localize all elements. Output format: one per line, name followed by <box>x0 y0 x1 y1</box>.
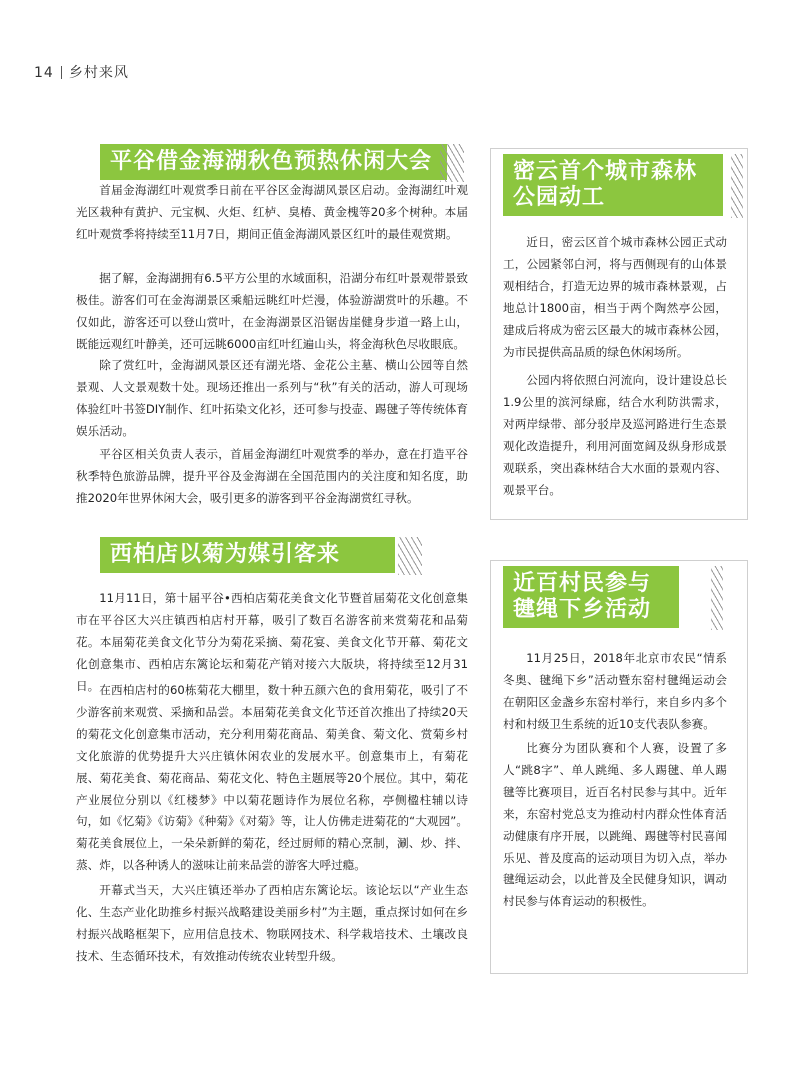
paragraph: 11月25日，2018年北京市农民“情系冬奥、毽绳下乡”活动暨东窑村毽绳运动会在朝阳区金盏乡东窑村举行，来自乡内多个村和村级卫生系统的近10支代表队参赛。 <box>503 651 727 731</box>
paragraph: 11月11日，第十届平谷•西柏店菊花美食文化节暨首届菊花文化创意集市在平谷区大兴庄镇西柏店村开幕，吸引了数百名游客前来赏菊花和品菊花。本届菊花美食文化节分为菊花采摘、菊花宴、美食文化节开幕、菊花文化创意集市、西柏店东篱论坛和菊花产销对接六大版块，将持续至12月31日。 <box>76 591 468 693</box>
article-title-text: 西柏店以菊为媒引客来 <box>100 537 395 573</box>
paragraph: 在西柏店村的60栋菊花大棚里，数十种五颜六色的食用菊花，吸引了不少游客前来观赏、采摘和品尝。本届菊花美食文化节还首次推出了持续20天的菊花文化创意集市活动，充分利用菊花商品、菊美食、菊文化、赏菊乡村文化旅游的优势提升大兴庄镇休闲农业的发展水平。创意集市上，有菊花展、菊花美食、菊花商品、菊花文化、特色主题展等20个展位。其中，菊花产业展位分别以《红楼梦》中以菊花题诗作为展位名称，亭侧楹柱辅以诗句，如《忆菊》《访菊》《种菊》《对菊》等，让人仿佛走进菊花的“大观园”。菊花美食展位上，一朵朵新鲜的菊花，经过厨师的精心烹制，涮、炒、拌、蒸、炸，以各种诱人的滋味让前来品尝的游客大呼过瘾。 <box>76 683 468 873</box>
paragraph: 除了赏红叶，金海湖风景区还有湖光塔、金花公主墓、横山公园等自然景观、人文景观数十处。现场还推出一系列与“秋”有关的活动，游人可现场体验红叶书签DIY制作、红叶拓染文化衫，还可参与投壶、踢毽子等传统体育娱乐活动。 <box>76 358 468 438</box>
title-hatch-decoration <box>398 537 422 575</box>
header-divider <box>61 66 62 79</box>
paragraph: 比赛分为团队赛和个人赛，设置了多人“跳8字”、单人跳绳、多人踢毽、单人踢毽等比赛项目，近百名村民参与其中。近年来，东窑村党总支为推动村内群众性体育活动健康有序开展，以跳绳、踢毽等村民喜闻乐见、普及度高的运动项目为切入点，举办毽绳运动会，以此普及全民健身知识，调动村民参与体育运动的积极性。 <box>503 741 727 909</box>
article-title-text: 平谷借金海湖秋色预热休闲大会 <box>100 144 447 180</box>
title-hatch-decoration <box>711 566 723 630</box>
article-title-text: 近百村民参与毽绳下乡活动 <box>503 566 679 628</box>
article-title-text: 密云首个城市森林公园动工 <box>503 154 723 216</box>
title-hatch-decoration <box>731 154 743 218</box>
running-header <box>34 62 129 82</box>
paragraph: 公园内将依照白河流向，设计建设总长1.9公里的滨河绿廊，结合水利防洪需求，对两岸绿带、部分驳岸及巡河路进行生态景观化改造提升，利用河面宽阔及纵身形成景观联系，突出森林结合大水面的景观内容、观景平台。 <box>503 373 727 497</box>
paragraph: 平谷区相关负责人表示，首届金海湖红叶观赏季的举办，意在打造平谷秋季特色旅游品牌，提升平谷及金海湖在全国范围内的关注度和知名度，助推2020年世界休闲大会，吸引更多的游客到平谷金海湖赏红寻秋。 <box>76 447 468 505</box>
title-hatch-decoration <box>440 144 464 182</box>
paragraph: 开幕式当天，大兴庄镇还举办了西柏店东篱论坛。该论坛以“产业生态化、生态产业化助推乡村振兴战略建设美丽乡村”为主题，重点探讨如何在乡村振兴战略框架下，应用信息技术、物联网技术、科学栽培技术、土壤改良技术、生态循环技术，有效推动传统农业转型升级。 <box>76 883 468 963</box>
section-name: 乡村来风 <box>68 65 129 81</box>
paragraph: 首届金海湖红叶观赏季日前在平谷区金海湖风景区启动。金海湖红叶观光区栽种有黄护、元宝枫、火炬、红栌、臭椿、黄金槐等20多个树种。本届红叶观赏季将持续至11月7日，期间正值金海湖风景区红叶的最佳观赏期。 <box>76 183 468 241</box>
paragraph: 据了解，金海湖拥有6.5平方公里的水域面积，沿湖分布红叶景观带景致极佳。游客们可在金海湖景区乘船远眺红叶烂漫，体验游湖赏叶的乐趣。不仅如此，游客还可以登山赏叶，在金海湖景区沿锯齿崖健身步道一路上山，既能远观红叶静美，还可远眺6000亩红叶红遍山头，将金海秋色尽收眼底。 <box>76 271 468 351</box>
paragraph: 近日，密云区首个城市森林公园正式动工，公园紧邻白河，将与西侧现有的山体景观相结合，打造无边界的城市森林景观，占地总计1800亩，相当于两个陶然亭公园，建成后将成为密云区最大的城市森林公园，为市民提供高品质的绿色休闲场所。 <box>503 235 727 359</box>
page-number: 14 <box>34 65 54 81</box>
